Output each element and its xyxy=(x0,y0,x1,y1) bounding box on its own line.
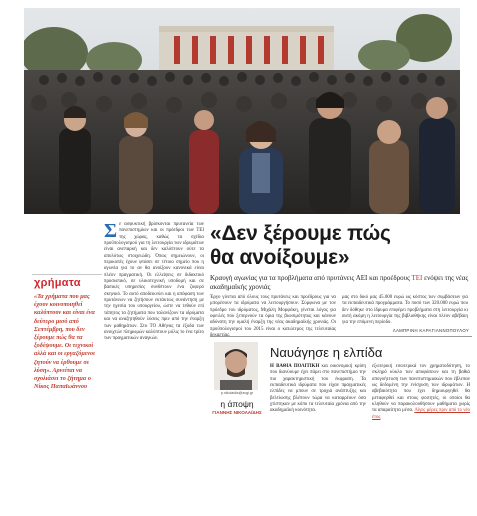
sidebar-heading: χρήματα xyxy=(34,277,81,289)
opinion-highlight: Λίγες μέρες πριν από το νέο έτος xyxy=(372,408,471,420)
sidebar-divider xyxy=(32,274,102,275)
sidebar-quote: «Τα χρήματα που μας έχουν κοινοποιηθεί καλύπτουν και είναι ένα δεύτερο μισό από Σεπτέμβρη, που δεν ξέρουμε πώς θα τα ξοδέψουμε. Οι τεχνικοί αλλά και οι εργαζόμενοι ζητούν να έρθουμε σε λύση». Αρνείται να σχολιάσει το ζήτημα ο Νίκος Παπαϊωάννου xyxy=(34,293,95,391)
article-body-left-text: ε ασφυκτική βρίσκονται πρυτανεία των πανεπιστημίων και οι πρόεδροι των ΤΕΙ της χώρας, καθώς τα σχέδια προϋπολογισμού για τη λειτουργία των ιδρυμάτων είναι ανεπαρκή και δεν καλύπτουν ούτε τα απολύτως στοιχειώδη. Όπως σημειώνουν, οι περικοπές έχουν φτάσει σε τέτοιο σημείο που η αγωνία για το αν θα ανοίξουν κανονικά είναι πλέον πραγματική. Οι ελλείψεις σε διδακτικό προσωπικό, σε υλικοτεχνική υποδομή και σε βασικές υπηρεσίες συνθέτουν ένα ζοφερό σκηνικό. Το αυτό αποδεικνύει και η απόφαση των πρυτάνεων να ζητήσουν εκτάκτως συνάντηση με την ηγεσία του υπουργείου, ώστε να τεθούν επί τάπητος τα ζητήματα που ταλανίζουν τα ιδρύματα και να αναζητηθούν λύσεις πριν από την έναρξη των μαθημάτων. Στο ΤΟ Αθήνας τα έξοδα των ανοιχτών πληρωμών καλύπτουν μόλις το ένα τρίτο των πραγματικών αναγκών. xyxy=(104,222,204,342)
author-portrait xyxy=(214,342,258,390)
article-body-middle: Έργο γίνεται από όλους τους πρυτάνεις και προέδρους για να μπορέσουν τα ιδρύματα να λειτουργήσουν. Σύμφωνα με τον πρόεδρο του ιδρύματος, Μιχάλη Μορφάκη, γίνεται λόγος για οφειλές που ξεπερνούν τα όρια της βιωσιμότητας και κάνουν αδύνατη την ομαλή έναρξη της νέας ακαδημαϊκής χρονιάς. Οι προϋπολογισμοί του 2015 είναι ο κατώτερος της τελευταίας xyxy=(210,295,336,332)
article-subtitle xyxy=(210,274,472,292)
subtitle-part-2: ενόψει της νέας ακαδημαϊκής χρονιάς xyxy=(210,274,469,291)
protest-photo xyxy=(24,8,460,214)
opinion-body-right xyxy=(372,364,470,421)
opinion-label: η άποψη xyxy=(220,399,254,409)
subtitle-highlight: ΤΕΙ xyxy=(411,274,423,282)
drop-cap: Σ xyxy=(104,220,118,242)
section-divider xyxy=(210,336,472,337)
article-body-left xyxy=(104,222,204,343)
opinion-body-left-text: και οικονομική κρίση που διανύουμε έχει πάρει στο πανεπιστήμιο την πιο χαρακτηριστική του έκφραση. Τα εκπαιδευτικά ιδρύματα που είχαν πραγματικές ελπίδες να μπουν σε τροχιά ανάπτυξης και βελτίωσης βλέπουν τώρα να καταρρέουν όσα χτίστηκαν με κόπο τα τελευταία χρόνια από την ακαδημαϊκή κοινότητα. xyxy=(270,364,366,414)
article-headline xyxy=(210,222,472,270)
opinion-author: ΓΙΑΝΝΗΣ ΝΙΚΟΛΑΪΔΗΣ xyxy=(212,410,262,415)
headline-line-2: θα ανοίξουμε» xyxy=(210,246,350,269)
headline-line-1: «Δεν ξέρουμε πώς xyxy=(210,222,391,245)
subtitle-part-1: Κραυγή αγωνίας για τα προβλήματα από πρυτάνεις ΑΕΙ και προέδρους xyxy=(210,274,412,282)
opinion-body-right-text: εξωτερική εσωτερικά τον χρηματοδότηση, το σκληρό κύκλο των αποφάσεων και τη βαθιά απογοήτευση των πανεπιστημιακών που έβλεπαν ως δεδομένη την ενίσχυση των ιδρυμάτων. Η αβεβαιότητα που έχει δημιουργηθεί θα μεταφερθεί και στους φοιτητές, οι οποίοι θα κληθούν να παρακολουθήσουν μαθήματα χωρίς τα απαραίτητα μέσα. xyxy=(372,364,470,414)
crowd-illustration xyxy=(24,8,460,214)
opinion-title: Ναυάγησε η ελπίδα xyxy=(270,345,383,360)
author-email: p.nikolaidis@avgi.gr xyxy=(220,391,254,395)
opinion-lead: Η ΒΑΘΙΑ ΠΟΛΙΤΙΚΗ xyxy=(270,364,320,369)
article-byline: ΛΑΜΠΡΙΝΗ ΚΑΡΑΓΙΑΝΝΟΠΟΥΛΟΥ xyxy=(392,328,469,333)
article-body-right: μας στο δικό μας 45.000 ευρώ ως κόστος των συμβάσεων για τα εκπαιδευτικά προγράμματα. Το ποσό των 320.000 ευρώ που δεν δόθηκε στο ίδρυμα επιφέρει προβλήματα στη λειτουργία κι αυτή ακόμη η λειτουργία της βιβλιοθήκης είναι πλέον αβέβαιη για την επόμενη περίοδο. xyxy=(342,295,468,326)
author-portrait-illustration xyxy=(214,342,258,390)
opinion-body-left xyxy=(270,364,366,415)
